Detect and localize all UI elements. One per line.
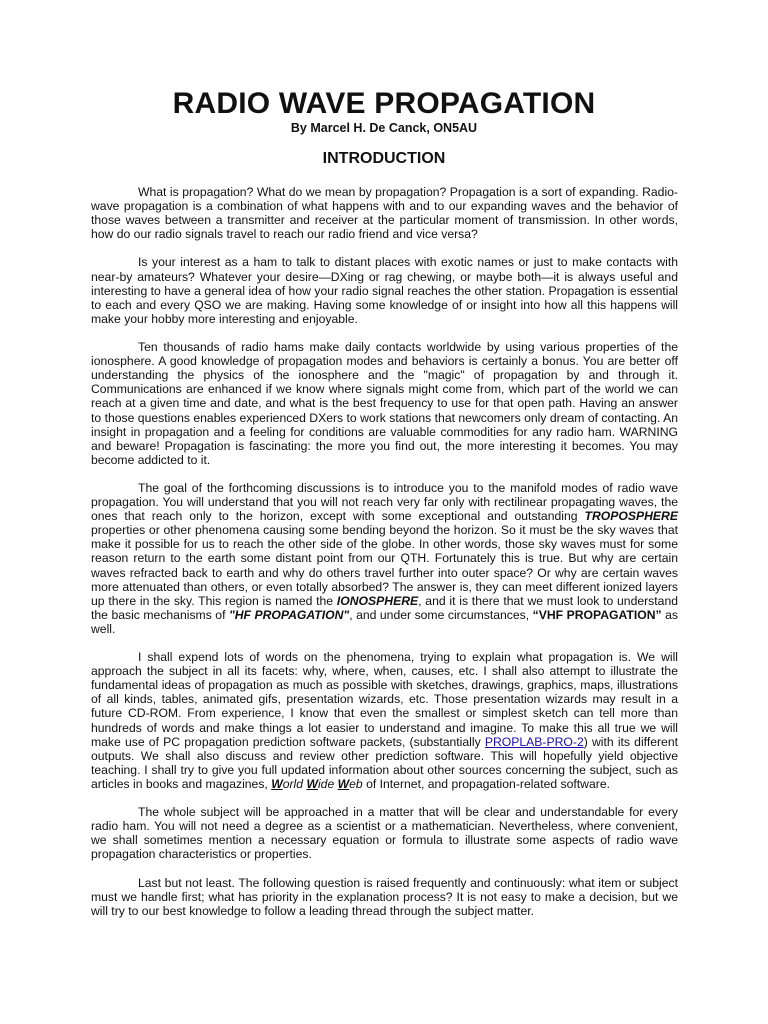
paragraph-7: Last but not least. The following question is raised frequently and continuously: what item or subject must we handle first; what has priority in the explanation process? It is not easy to make a decision, but we will try to our best knowledge to follow a leading thread through the subject matter. xyxy=(91,875,678,918)
term-hf-propagation: "HF PROPAGATION" xyxy=(228,607,350,622)
term-vhf-propagation: “VHF PROPAGATION” xyxy=(532,607,662,622)
paragraph-6: The whole subject will be approached in a matter that will be clear and understandable for every radio ham. You will not need a degree as a scientist or a mathematician. Nevertheless, where convenient, we shall sometimes mention a necessary equation or formula to illustrate some aspects of radio wave propagation characteristics or properties. xyxy=(91,805,678,862)
term-troposphere: TROPOSPHERE xyxy=(584,509,678,524)
www-text-ide: ide xyxy=(317,776,335,791)
www-text-eb: eb xyxy=(349,776,363,791)
paragraph-5 xyxy=(91,650,678,791)
www-letter-w2: W xyxy=(306,776,318,791)
paragraph-5-text-c: of Internet, and propagation-related software. xyxy=(362,776,610,791)
www-letter-w1: W xyxy=(271,776,283,791)
paragraph-4 xyxy=(91,481,678,636)
paragraph-5-text-b: ) with its different outputs. We shall also discuss and review other prediction software. This will hopefully yield objective teaching. I shall try to give you full updated information about other sources concerning the subject, such as articles in books and magazines, xyxy=(91,734,678,791)
paragraph-4-text-a: The goal of the forthcoming discussions is to introduce you to the manifold modes of radio wave propagation. You will understand that you will not reach very far only with rectilinear propagating waves, the ones that reach only to the horizon, except with some exceptional and outstanding xyxy=(91,480,678,524)
term-ionosphere: IONOSPHERE xyxy=(336,593,419,608)
paragraph-1: What is propagation? What do we mean by propagation? Propagation is a sort of expanding. Radio-wave propagation is a combination of what happens with and to our expanding waves and the behavior of those waves between a transmitter and receiver at the particular moment of transmission. In other words, how do our radio signals travel to reach our radio friend and vice versa? xyxy=(91,185,678,242)
proplab-pro-2-link[interactable]: PROPLAB-PRO-2 xyxy=(484,734,584,749)
paragraph-4-text-b: properties or other phenomena causing some bending beyond the horizon. So it must be the sky waves that make it possible for us to reach the other side of the globe. In other words, those sky waves must for some reason return to the earth some distant point from our QTH. Fortunately this is true. But why are certain waves refracted back to earth and why do others travel further into outer space? Or why are certain waves more attenuated than others, or even totally absorbed? The answer is, they can meet different ionized layers up there in the sky. This region is named the xyxy=(91,523,678,608)
document-title: RADIO WAVE PROPAGATION xyxy=(172,87,596,120)
section-heading-introduction: INTRODUCTION xyxy=(322,150,446,167)
paragraph-2: Is your interest as a ham to talk to distant places with exotic names or just to make contacts with near-by amateurs? Whatever your desire—DXing or rag chewing, or maybe both—it is always useful and interesting to have a general idea of how your radio signal reaches the other station. Propagation is essential to each and every QSO we are making. Having some knowledge of or insight into how all this happens will make your hobby more interesting and enjoyable. xyxy=(91,255,678,326)
paragraph-4-text-d: , and under some circumstances, xyxy=(349,607,533,622)
paragraph-3: Ten thousands of radio hams make daily contacts worldwide by using various properties of the ionosphere. A good knowledge of propagation modes and behaviors is certainly a bonus. You are better off understanding the physics of the ionosphere and the "magic" of propagation by and through it. Communications are enhanced if we know where signals might come from, which part of the world we can reach at a given time and date, and what is the best frequency to use for that open path. Having an answer to those questions enables experienced DXers to work stations that newcomers only dream of contacting. An insight in propagation and a feeling for conditions are valuable commodities for any radio ham. WARNING and beware! Propagation is fascinating: the more you find out, the more interesting it becomes. You may become addicted to it. xyxy=(91,340,678,467)
paragraph-4-text-e: as well. xyxy=(91,607,678,636)
document-body xyxy=(91,185,678,932)
www-letter-w3: W xyxy=(337,776,350,791)
paragraph-5-text-a: I shall expend lots of words on the phenomena, trying to explain what propagation is. We will approach the subject in all its facets: why, where, when, causes, etc. I shall also attempt to illustrate the fundamental ideas of propagation as much as possible with sketches, drawings, graphics, maps, illustrations of all kinds, tables, animated gifs, presentation wizards, etc. Those presentation wizards may result in a future CD-ROM. From experience, I know that even the smallest or simplest sketch can tell more than hundreds of words and make things a lot easier to understand and imagine. To make this all true we will make use of PC propagation prediction software packets, (substantially xyxy=(91,650,678,749)
www-text-orld: orld xyxy=(282,776,307,791)
paragraph-4-text-c: , and it is there that we must look to understand the basic mechanisms of xyxy=(91,593,678,622)
author-byline: By Marcel H. De Canck, ON5AU xyxy=(290,121,478,135)
